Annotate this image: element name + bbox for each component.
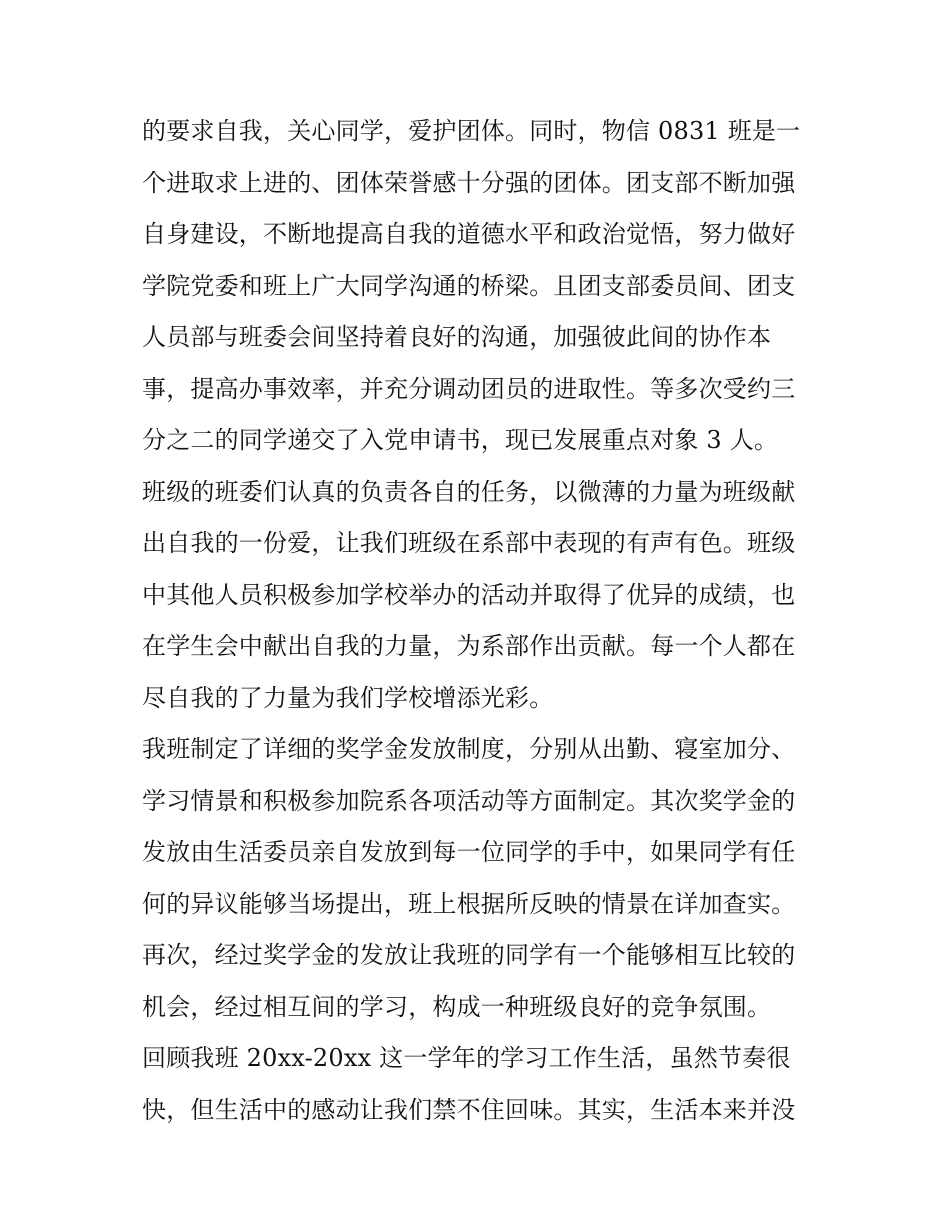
text-line: 人员部与班委会间坚持着良好的沟通，加强彼此间的协作本: [142, 323, 772, 351]
text-line: 个进取求上进的、团体荣誉感十分强的团体。团支部不断加强: [142, 168, 796, 197]
text-line: 回顾我班 20xx-20xx 这一学年的学习工作生活，虽然节奏很: [142, 1044, 791, 1072]
text-line: 出自我的一份爱，让我们班级在系部中表现的有声有色。班级: [142, 529, 796, 557]
text-line: 学习情景和积极参加院系各项活动等方面制定。其次奖学金的: [142, 786, 796, 815]
document-body: [142, 106, 822, 1136]
text-line: 机会，经过相互间的学习，构成一种班级良好的竞争氛围。: [142, 992, 772, 1021]
text-line: 再次，经过奖学金的发放让我班的同学有一个能够相互比较的: [142, 941, 796, 969]
text-line: 班级的班委们认真的负责各自的任务，以微薄的力量为班级献: [142, 477, 796, 506]
text-line: 在学生会中献出自我的力量，为系部作出贡献。每一个人都在: [142, 632, 796, 660]
text-line: 我班制定了详细的奖学金发放制度，分别从出勤、寝室加分、: [142, 735, 796, 763]
text-line: 分之二的同学递交了入党申请书，现已发展重点对象 3 人。: [142, 426, 779, 454]
text-line: 发放由生活委员亲自发放到每一位同学的手中，如果同学有任: [142, 838, 796, 866]
text-line: 学院党委和班上广大同学沟通的桥梁。且团支部委员间、团支: [142, 271, 796, 300]
text-line: 的要求自我，关心同学，爱护团体。同时，物信 0831 班是一: [142, 117, 801, 145]
text-line: 快，但生活中的感动让我们禁不住回味。其实，生活本来并没: [142, 1095, 796, 1124]
text-line: 中其他人员积极参加学校举办的活动并取得了优异的成绩，也: [142, 580, 796, 609]
text-line: 事，提高办事效率，并充分调动团员的进取性。等多次受约三: [142, 374, 796, 403]
text-line: 自身建设，不断地提高自我的道德水平和政治觉悟，努力做好: [142, 220, 796, 248]
text-line: 何的异议能够当场提出，班上根据所反映的情景在详加查实。: [142, 889, 796, 918]
text-line: 尽自我的了力量为我们学校增添光彩。: [142, 683, 554, 712]
